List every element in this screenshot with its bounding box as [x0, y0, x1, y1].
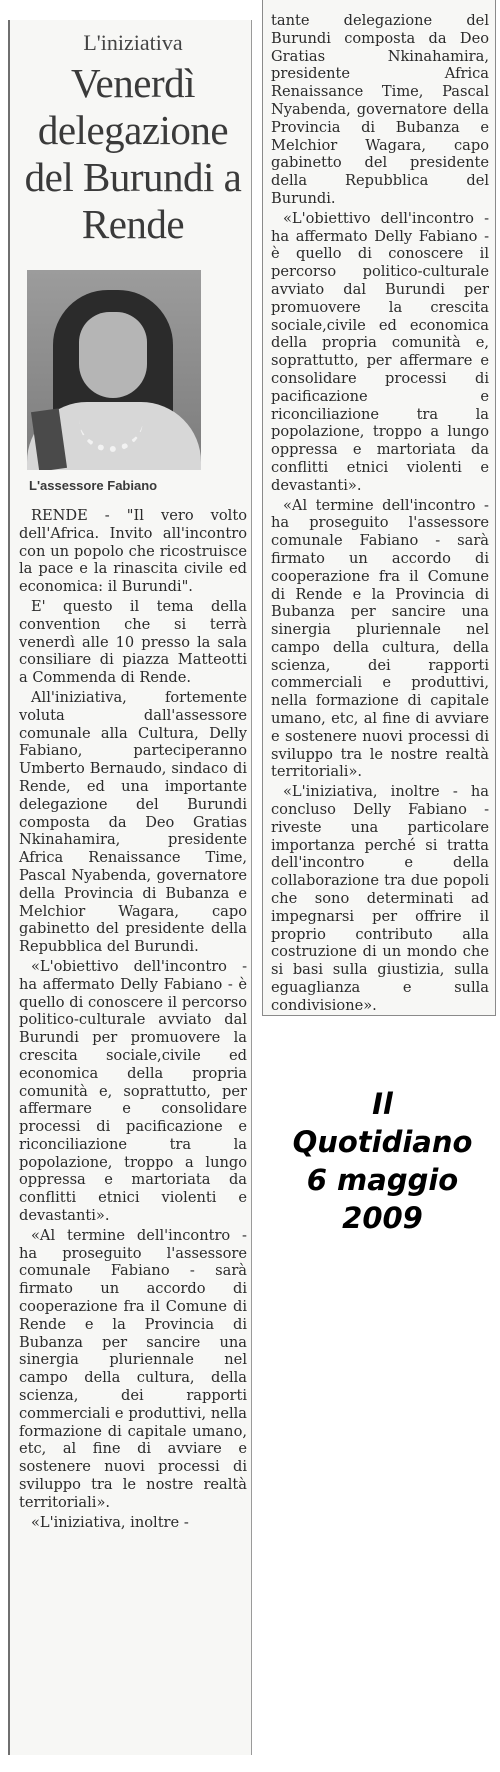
article-paragraph: All'iniziativa, fortemente voluta dall'assessore comunale alla Cultura, Delly Fabiano, parteciperanno Umberto Bernaudo, sindaco di Rende, ed una importante delegazione del Burundi composta da Deo Gratias Nkinahamira, presidente Africa Renaissance Time, Pascal Nyabenda, governatore della Provincia di Bubanza e Melchior Wagara, capo gabinetto del presidente della Repubblica del Burundi. — [19, 688, 247, 956]
article-clipping — [8, 20, 252, 1755]
continuation-paragraph: «L'iniziativa, inoltre - ha concluso Delly Fabiano - riveste una particolare importanza perché si tratta dell'incontro e della collaborazione tra due popoli che sono determinati ad impegnarsi per offrire il proprio contributo alla costruzione di un mondo che si basi sulla giustizia, sulla eguaglianza e sulla condivisione». — [271, 783, 489, 1014]
source-note — [270, 1085, 495, 1237]
continuation-paragraph: «Al termine dell'incontro - ha proseguito l'assessore comunale Fabiano - sarà firmato un accordo di cooperazione fra il Comune di Rende e la Provincia di Bubanza per sancire una sinergia pluriennale nel campo della cultura, della scienza, dei rapporti commerciali e produttivi, nella formazione di capitale umano, etc, al fine di avviare e sostenere nuovi processi di sviluppo tra le nostre realtà territoriali». — [271, 496, 489, 781]
continuation-body — [271, 12, 489, 1015]
source-note-newspaper: Quotidiano — [292, 1125, 473, 1159]
photo-face-shape — [79, 312, 147, 398]
source-note-line: Il — [372, 1087, 393, 1121]
continuation-paragraph: tante delegazione del Burundi composta da Deo Gratias Nkinahamira, presidente Africa Renaissance Time, Pascal Nyabenda, governatore della Provincia di Bubanza e Melchior Wagara, capo gabinetto del presidente della Repubblica del Burundi. — [271, 12, 489, 207]
article-body — [19, 507, 247, 1531]
continuation-paragraph: «L'obiettivo dell'incontro - ha affermato Delly Fabiano - è quello di conoscere il percorso politico-culturale avviato dal Burundi per promuovere la crescita sociale,civile ed economica della propria comunità e, soprattutto, per affermare e consolidare processi di pacificazione e riconciliazione tra la popolazione, troppo a lungo oppressa e martoriata da conflitti etnici violenti e devastanti». — [271, 209, 489, 494]
article-paragraph: E' questo il tema della convention che si terrà venerdì alle 10 presso la sala consiliare di piazza Matteotti a Commenda di Rende. — [19, 597, 247, 687]
article-headline: Venerdì delegazione del Burundi a Rende — [24, 60, 242, 247]
source-note-year: 2009 — [342, 1201, 423, 1235]
article-paragraph: RENDE - "Il vero volto dell'Africa. Invito all'incontro con un popolo che ricostruisce la pace e la rinascita civile ed economica: il Burundi". — [19, 507, 247, 596]
source-note-date: 6 maggio — [306, 1163, 459, 1197]
article-kicker: L'iniziativa — [83, 30, 183, 55]
article-paragraph: «Al termine dell'incontro - ha proseguito l'assessore comunale Fabiano - sarà firmato un accordo di cooperazione fra il Comune di Rende e la Provincia di Bubanza per sancire una sinergia pluriennale nel campo della cultura, della scienza, dei rapporti commerciali e produttivi, nella formazione di capitale umano, etc, al fine di avviare e sostenere nuovi processi di sviluppo tra le nostre realtà territoriali». — [19, 1226, 247, 1511]
article-paragraph: «L'iniziativa, inoltre - — [31, 1513, 189, 1531]
photo-caption: L'assessore Fabiano — [29, 478, 158, 493]
continuation-clipping — [262, 0, 496, 1016]
article-paragraph: «L'obiettivo dell'incontro - ha affermato Delly Fabiano - è quello di conoscere il percorso politico-culturale avviato dal Burundi per promuovere la crescita sociale,civile ed economica della propria comunità e, soprattutto, per affermare e consolidare processi di pacificazione e riconciliazione tra la popolazione, troppo a lungo oppressa e martoriata da conflitti etnici violenti e devastanti». — [19, 957, 247, 1225]
assessore-photo — [27, 270, 201, 470]
